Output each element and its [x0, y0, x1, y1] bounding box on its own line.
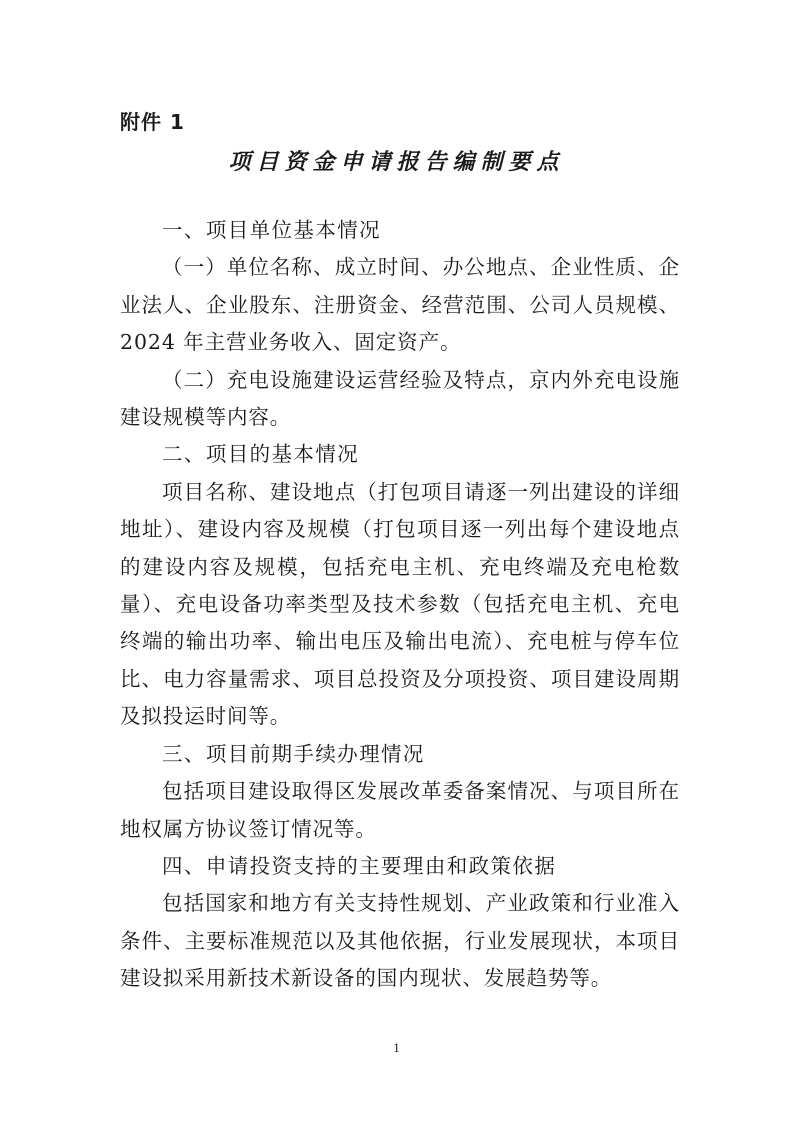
section-heading: 一、项目单位基本情况 — [162, 218, 382, 242]
section-heading: 二、项目的基本情况 — [162, 442, 360, 467]
body-paragraph: 包括国家和地方有关支持性规划、产业政策和行业准入条件、主要标准规范以及其他依据，行业发展现状，本项目建设拟采用新技术新设备的国内现状、发展趋势等。 — [120, 891, 680, 991]
attachment-label: 附件 1 — [120, 110, 185, 134]
section-heading: 三、项目前期手续办理情况 — [162, 741, 425, 766]
page-number: 1 — [393, 1040, 400, 1055]
document-body — [120, 212, 680, 998]
document-title: 项目资金申请报告编制要点 — [228, 149, 565, 175]
body-paragraph: （一）单位名称、成立时间、办公地点、企业性质、企业法人、企业股东、注册资金、经营范围、公司人员规模、2024 年主营业务收入、固定资产。 — [120, 255, 680, 355]
body-paragraph: 包括项目建设取得区发展改革委备案情况、与项目所在地权属方协议签订情况等。 — [120, 779, 680, 841]
body-paragraph: 项目名称、建设地点（打包项目请逐一列出建设的详细地址）、建设内容及规模（打包项目逐一列出每个建设地点的建设内容及规模，包括充电主机、充电终端及充电枪数量）、充电设备功率类型及技术参数（包括充电主机、充电终端的输出功率、输出电压及输出电流）、充电桩与停车位比、电力容量需求、项目总投资及分项投资、项目建设周期及拟投运时间等。 — [120, 479, 680, 729]
body-paragraph: （二）充电设施建设运营经验及特点，京内外充电设施建设规模等内容。 — [120, 367, 680, 430]
section-heading: 四、申请投资支持的主要理由和政策依据 — [162, 853, 557, 878]
